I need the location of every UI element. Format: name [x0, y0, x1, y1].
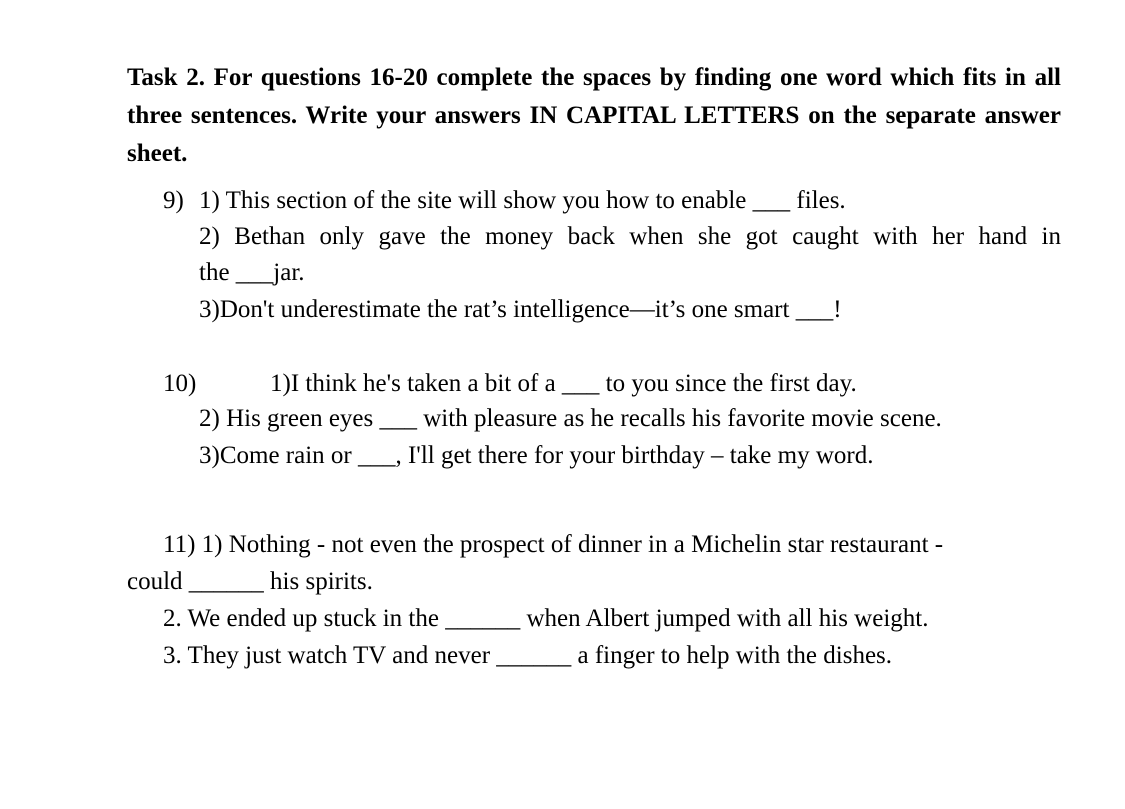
sentence-line: the ___jar.	[199, 259, 305, 286]
task-heading: Task 2. For questions 16-20 complete the spaces by finding one word which fits in all three sentences. Write your answers IN CAPITAL LETTERS on the separate answer sheet.	[127, 64, 1061, 167]
sentence-line: 2. We ended up stuck in the ______ when Albert jumped with all his weight.	[163, 605, 929, 632]
sentence-line: 2) Bethan only gave the money back when she got caught with her hand in	[199, 223, 1061, 250]
sentence-line: 1)I think he's taken a bit of a ___ to you since the first day.	[270, 370, 857, 397]
question-number: 10)	[163, 370, 197, 397]
question-number: 9)	[163, 187, 184, 214]
sentence-line: 3)Come rain or ___, I'll get there for your birthday – take my word.	[199, 442, 874, 469]
sentence-line: 11) 1) Nothing - not even the prospect of dinner in a Michelin star restaurant -	[163, 531, 944, 558]
sentence-line: could ______ his spirits.	[127, 568, 373, 595]
sentence-line: 2) His green eyes ___ with pleasure as he recalls his favorite movie scene.	[199, 405, 942, 432]
sentence-line: 3)Don't underestimate the rat’s intelligence—it’s one smart ___!	[199, 296, 842, 323]
sentence-line: 3. They just watch TV and never ______ a finger to help with the dishes.	[163, 642, 893, 669]
sentence-line: 1) This section of the site will show you how to enable ___ files.	[199, 187, 846, 214]
